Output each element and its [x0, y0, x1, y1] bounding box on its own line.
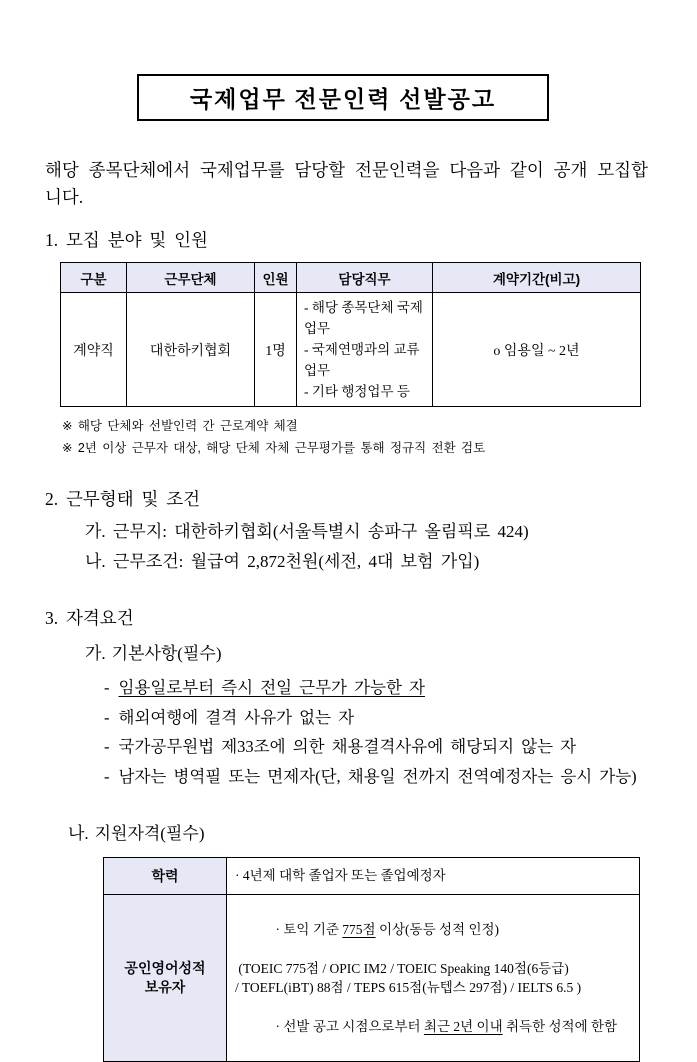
- line-segment: · 토익 기준: [275, 921, 343, 937]
- line-segment: 취득한 성적에 한함: [502, 1019, 618, 1034]
- bullet-dash: -: [104, 678, 110, 697]
- intro-paragraph: 해당 종목단체에서 국제업무를 담당할 전문인력을 다음과 같이 공개 모집합니다.: [45, 160, 648, 208]
- col-header-headcount: 인원: [255, 263, 297, 293]
- label-english-score: 공인영어성적 보유자: [104, 895, 227, 1062]
- education-text: · 4년제 대학 졸업자 또는 졸업예정자: [235, 868, 446, 884]
- document-page: [0, 74, 697, 1034]
- col-header-duties: 담당직무: [297, 263, 433, 293]
- cell-education: [227, 858, 640, 895]
- english-score-line: [235, 900, 631, 959]
- line-segment: · 선발 공고 시점으로부터: [275, 1019, 424, 1034]
- work-location-item: 가. 근무지: 대한하키협회(서울특별시 송파구 올림픽로 424): [85, 522, 529, 541]
- cell-contract-period: o 임용일 ~ 2년: [433, 293, 641, 407]
- cell-english-score: [227, 895, 640, 1062]
- english-score-line: (TOEIC 775점 / OPIC IM2 / TOEIC Speaking 140점(6등급): [235, 960, 569, 976]
- bullet-dash: -: [104, 737, 110, 756]
- underlined-segment: 775점: [342, 921, 376, 937]
- basic-requirements-list: [104, 673, 697, 791]
- col-header-contract-period: 계약기간(비고): [433, 263, 641, 293]
- note-item: ※ 2년 이상 근무자 대상, 해당 단체 자체 근무평가를 통해 정규직 전환 검토: [62, 441, 486, 456]
- work-conditions-item: 나. 근무조건: 월급여 2,872천원(세전, 4대 보험 가입): [85, 552, 480, 571]
- requirement-text: 남자는 병역필 또는 면제자(단, 채용일 전까지 전역예정자는 응시 가능): [118, 766, 637, 786]
- cell-headcount: 1명: [255, 293, 297, 407]
- section1-heading: 1. 모집 분야 및 인원: [45, 230, 208, 251]
- duty-item: - 국제연맹과의 교류업무: [304, 342, 420, 379]
- title-box: [137, 74, 549, 121]
- label-education: 학력: [104, 858, 227, 895]
- english-score-line: / TOEFL(iBT) 88점 / TEPS 615점(뉴텝스 297점) / IELTS 6.5 ): [235, 980, 582, 995]
- col-header-organization: 근무단체: [127, 263, 255, 293]
- underlined-segment: 최근 2년 이내: [423, 1019, 503, 1034]
- section3-heading: 3. 자격요건: [45, 608, 134, 628]
- english-score-line: [235, 998, 631, 1057]
- section2-items: [85, 517, 697, 577]
- requirement-item: [104, 732, 697, 762]
- requirement-item: [104, 673, 697, 703]
- english-score-row: [104, 895, 640, 1062]
- section2-heading: 2. 근무형태 및 조건: [45, 489, 201, 509]
- duty-item: - 기타 행정업무 등: [304, 384, 410, 400]
- cell-organization: 대한하키협회: [127, 293, 255, 407]
- recruitment-table: [60, 262, 641, 407]
- line-segment: 이상(동등 성적 인정): [375, 921, 500, 937]
- requirement-text: 해외여행에 결격 사유가 없는 자: [118, 707, 355, 727]
- requirement-text: 국가공무원법 제33조에 의한 채용결격사유에 해당되지 않는 자: [118, 737, 577, 756]
- col-header-category: 구분: [61, 263, 127, 293]
- duty-item: - 해당 종목단체 국제업무: [304, 300, 423, 337]
- recruitment-table-header-row: [61, 263, 641, 293]
- recruitment-table-data-row: [61, 293, 641, 407]
- qualification-table: [103, 857, 640, 1062]
- requirement-item: [104, 762, 697, 792]
- bullet-dash: -: [104, 766, 110, 786]
- cell-category: 계약직: [61, 293, 127, 407]
- requirement-text: 임용일로부터 즉시 전일 근무가 가능한 자: [118, 678, 425, 697]
- cell-duties: [297, 293, 433, 407]
- basic-requirements-heading: 가. 기본사항(필수): [85, 644, 222, 663]
- note-item: ※ 해당 단체와 선발인력 간 근로계약 체결: [62, 419, 298, 434]
- education-row: [104, 858, 640, 895]
- application-qualification-heading: 나. 지원자격(필수): [68, 824, 205, 843]
- page-title: 국제업무 전문인력 선발공고: [189, 87, 497, 112]
- table-notes: [62, 416, 697, 460]
- bullet-dash: -: [104, 707, 110, 727]
- requirement-item: [104, 703, 697, 733]
